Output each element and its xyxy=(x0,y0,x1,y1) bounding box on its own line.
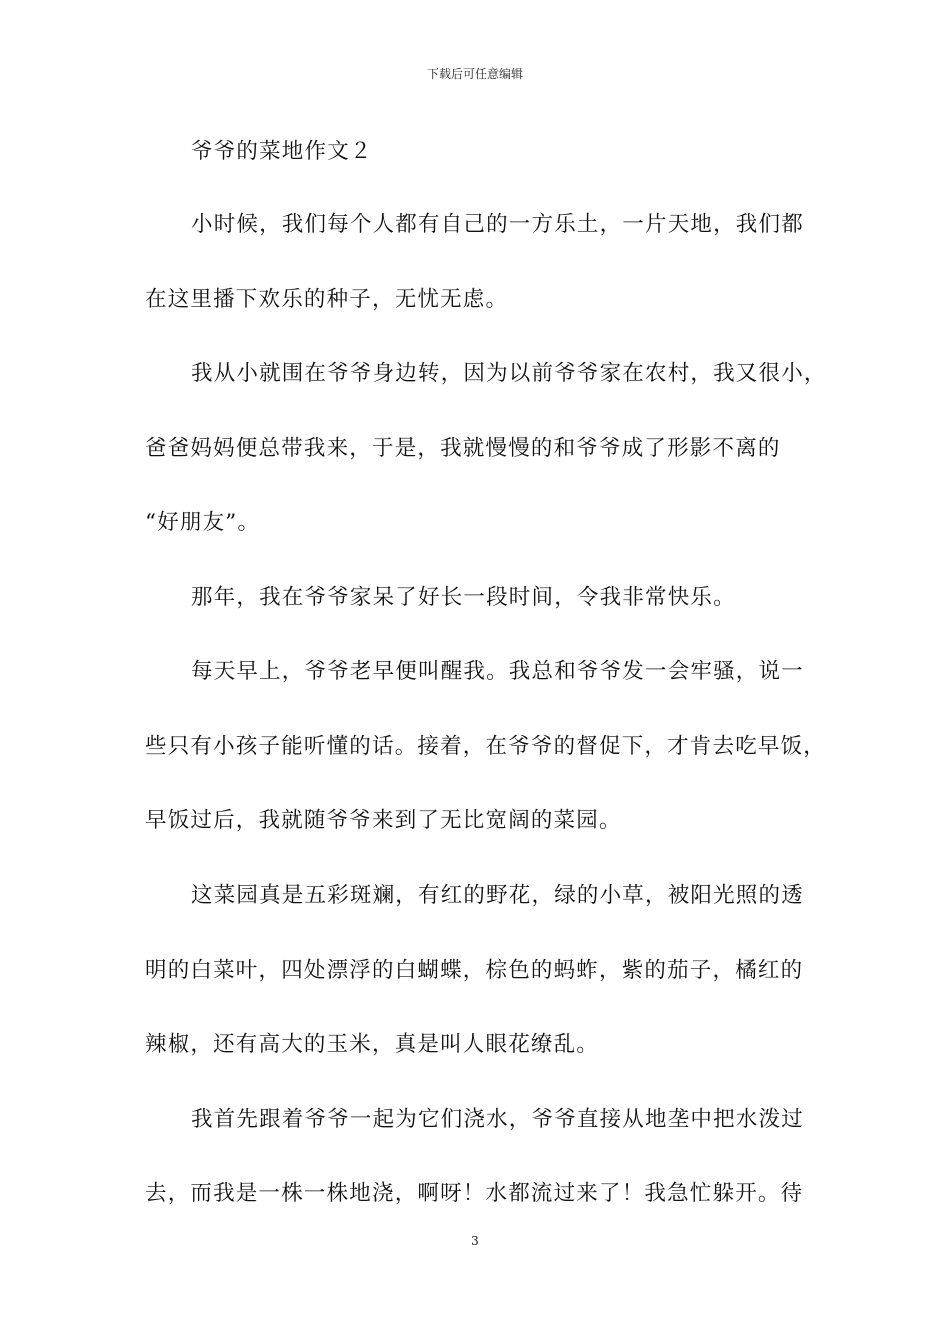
text-line: “好朋友”。 xyxy=(145,510,261,535)
text-line: 辣椒，还有高大的玉米，真是叫人眼花缭乱。 xyxy=(145,1032,600,1057)
page-number: 3 xyxy=(471,1234,479,1248)
text-line: 我首先跟着爷爷一起为它们浇水，爷爷直接从地垄中把水泼过 xyxy=(191,1107,804,1132)
text-line: 明的白菜叶，四处漂浮的白蝴蝶，棕色的蚂蚱，紫的茄子，橘红的 xyxy=(145,958,804,983)
text-line: 在这里播下欢乐的种子，无忧无虑。 xyxy=(145,287,509,312)
text-line: 爸爸妈妈便总带我来，于是，我就慢慢的和爷爷成了形影不离的 xyxy=(145,436,781,461)
text-line: 早饭过后，我就随爷爷来到了无比宽阔的菜园。 xyxy=(145,808,622,833)
page-header-note: 下载后可任意编辑 xyxy=(426,67,523,81)
text-line: 我从小就围在爷爷身边转，因为以前爷爷家在农村，我又很小， xyxy=(191,361,827,386)
text-line: 这菜园真是五彩斑斓，有红的野花，绿的小草，被阳光照的透 xyxy=(191,883,804,908)
essay-title: 爷爷的菜地作文２ xyxy=(191,139,373,164)
text-line: 些只有小孩子能听懂的话。接着，在爷爷的督促下，才肯去吃早饭， xyxy=(145,734,827,759)
text-line: 每天早上，爷爷老早便叫醒我。我总和爷爷发一会牢骚，说一 xyxy=(191,659,804,684)
text-line: 去，而我是一株一株地浇，啊呀！水都流过来了！我急忙躲开。待 xyxy=(145,1181,804,1206)
text-line: 小时候，我们每个人都有自己的一方乐土，一片天地，我们都 xyxy=(191,212,804,237)
text-line: 那年，我在爷爷家呆了好长一段时间，令我非常快乐。 xyxy=(191,585,736,610)
